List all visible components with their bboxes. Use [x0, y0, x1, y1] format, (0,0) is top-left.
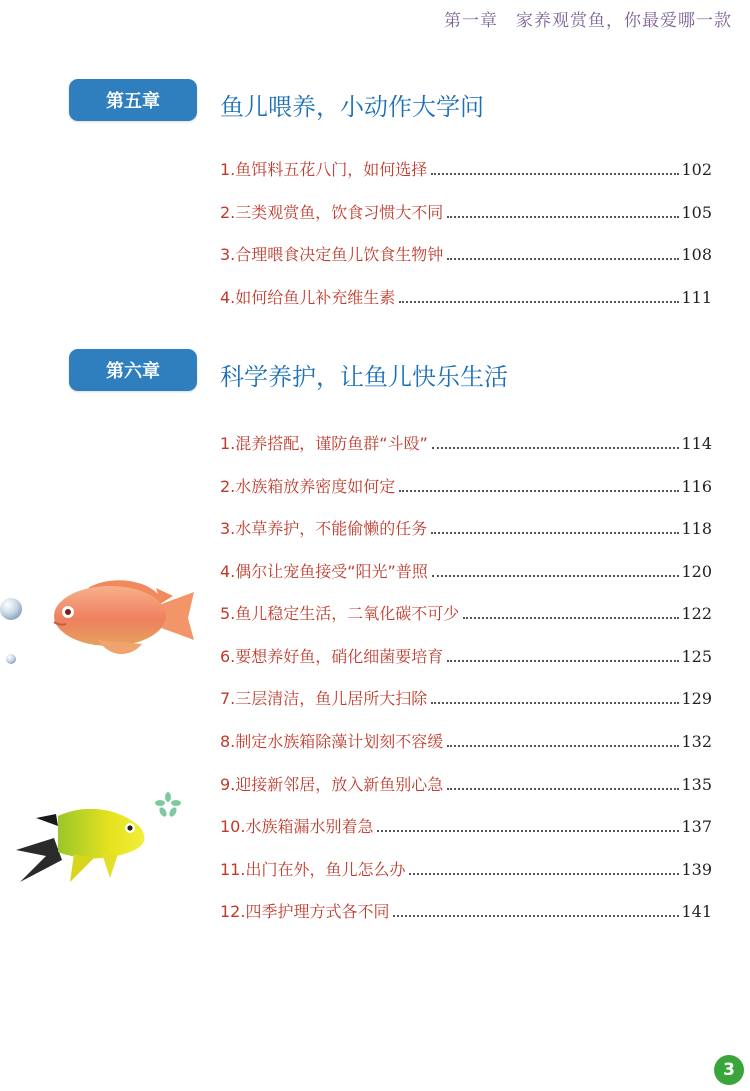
leader-dots — [377, 830, 679, 832]
leader-dots — [399, 490, 679, 492]
toc-entry-title: 3.水草养护，不能偷懒的任务 — [220, 519, 428, 538]
toc-entry[interactable] — [220, 285, 712, 311]
toc-entry[interactable] — [220, 431, 712, 457]
orange-fish-icon — [48, 574, 196, 660]
toc-entry-title: 6.要想养好鱼，硝化细菌要培育 — [220, 647, 444, 666]
toc-entry-title: 2.水族箱放养密度如何定 — [220, 477, 396, 496]
toc-entry-page: 141 — [681, 902, 712, 921]
yellow-fish-icon — [14, 804, 152, 886]
chapter-badge: 第五章 — [69, 79, 197, 121]
toc-entry-title: 4.如何给鱼儿补充维生素 — [220, 288, 396, 307]
toc-entry-title: 1.鱼饵料五花八门，如何选择 — [220, 160, 428, 179]
leader-dots — [447, 216, 679, 218]
toc-entry-page: 111 — [681, 288, 712, 307]
toc-entry[interactable] — [220, 242, 712, 268]
toc-entry[interactable] — [220, 857, 712, 883]
toc-entry[interactable] — [220, 686, 712, 712]
toc-entry-title: 9.迎接新邻居，放入新鱼别心急 — [220, 775, 444, 794]
toc-entry-title: 8.制定水族箱除藻计划刻不容缓 — [220, 732, 444, 751]
toc-entry-page: 120 — [681, 562, 712, 581]
toc-entry-page: 139 — [681, 860, 712, 879]
leader-dots — [432, 447, 680, 449]
toc-entry[interactable] — [220, 729, 712, 755]
toc-entry-title: 10.水族箱漏水别着急 — [220, 817, 374, 836]
toc-entry-page: 102 — [681, 160, 712, 179]
toc-entry[interactable] — [220, 559, 712, 585]
toc-entry-title: 12.四季护理方式各不同 — [220, 902, 390, 921]
toc-entry[interactable] — [220, 814, 712, 840]
toc-entry-page: 122 — [681, 604, 712, 623]
toc-entry-page: 125 — [681, 647, 712, 666]
toc-entry-title: 1.混养搭配，谨防鱼群“斗殴” — [220, 434, 428, 453]
water-bubble-icon — [0, 594, 28, 666]
toc-entry-page: 116 — [681, 477, 712, 496]
toc-entry-page: 118 — [681, 519, 712, 538]
leader-dots — [409, 873, 679, 875]
toc-entry-title: 3.合理喂食决定鱼儿饮食生物钟 — [220, 245, 444, 264]
page-number-badge: 3 — [714, 1055, 744, 1085]
leader-dots — [447, 258, 679, 260]
chapter-title: 科学养护，让鱼儿快乐生活 — [220, 363, 508, 391]
leader-dots — [399, 301, 679, 303]
chapter-title: 鱼儿喂养，小动作大学问 — [220, 93, 484, 121]
toc-entry[interactable] — [220, 474, 712, 500]
leader-dots — [432, 575, 680, 577]
toc-entry[interactable] — [220, 516, 712, 542]
green-sprig-icon — [154, 791, 182, 819]
toc-entry-title: 5.鱼儿稳定生活，二氧化碳不可少 — [220, 604, 460, 623]
leader-dots — [431, 702, 679, 704]
running-head: 第一章 家养观赏鱼，你最爱哪一款 — [444, 11, 732, 31]
leader-dots — [447, 660, 679, 662]
toc-entry[interactable] — [220, 644, 712, 670]
chapter-badge: 第六章 — [69, 349, 197, 391]
toc-entry-title: 7.三层清洁，鱼儿居所大扫除 — [220, 689, 428, 708]
toc-entry-page: 135 — [681, 775, 712, 794]
toc-entry-title: 11.出门在外，鱼儿怎么办 — [220, 860, 406, 879]
leader-dots — [431, 532, 679, 534]
toc-entry-page: 108 — [681, 245, 712, 264]
leader-dots — [447, 788, 679, 790]
toc-entry-page: 114 — [681, 434, 712, 453]
leader-dots — [393, 915, 679, 917]
leader-dots — [431, 173, 679, 175]
toc-entry-page: 105 — [681, 203, 712, 222]
leader-dots — [463, 617, 679, 619]
toc-entry-page: 137 — [681, 817, 712, 836]
leader-dots — [447, 745, 679, 747]
toc-entry-page: 129 — [681, 689, 712, 708]
toc-entry[interactable] — [220, 157, 712, 183]
toc-entry-page: 132 — [681, 732, 712, 751]
toc-entry-title: 2.三类观赏鱼，饮食习惯大不同 — [220, 203, 444, 222]
toc-entry[interactable] — [220, 601, 712, 627]
toc-entry-title: 4.偶尔让宠鱼接受“阳光”普照 — [220, 562, 428, 581]
toc-entry[interactable] — [220, 200, 712, 226]
toc-entry[interactable] — [220, 772, 712, 798]
toc-entry[interactable] — [220, 899, 712, 925]
